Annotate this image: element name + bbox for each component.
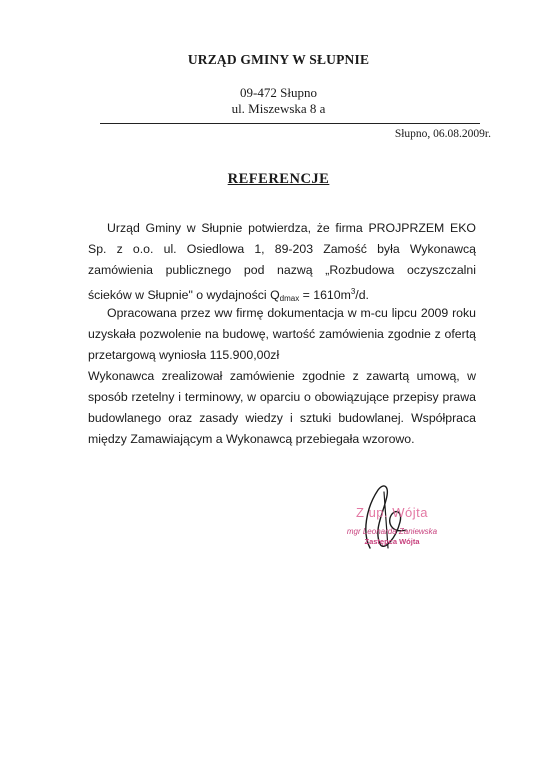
capacity-unit: /d. bbox=[355, 288, 369, 302]
stamp-name: mgr Leonarda Zaniewska bbox=[346, 527, 438, 536]
date-line: Słupno, 06.08.2009r. bbox=[394, 128, 491, 140]
header-divider bbox=[100, 123, 480, 124]
stamp-title: Z up. Wójta bbox=[356, 505, 428, 520]
capacity-exponent: 3 bbox=[350, 287, 356, 296]
address-postal: 09-472 Słupno bbox=[240, 85, 317, 100]
paragraph-documentation: Opracowana przez ww firmę dokumentacja w m-cu lipcu 2009 roku uzyskała pozwolenie na budowę, wartość zamówienia zgodnie z ofertą przetargową wyniosła 115.900,00zł bbox=[88, 306, 476, 362]
capacity-value: = 1610m bbox=[299, 288, 351, 302]
office-name: URZĄD GMINY W SŁUPNIE bbox=[187, 52, 370, 67]
stamp-role: Zastępca Wójta bbox=[364, 537, 420, 546]
document-title: REFERENCJE bbox=[227, 171, 330, 187]
paragraph-confirmation bbox=[88, 218, 476, 309]
address-street: ul. Miszewska 8 a bbox=[231, 101, 326, 116]
capacity-formula bbox=[270, 288, 369, 302]
paragraph-execution: Wykonawca zrealizował zamówienie zgodnie z zawartą umową, w sposób rzetelny i terminowy, w oparciu o obowiązujące przepisy prawa budowlanego oraz zasady wiedzy i sztuki budowlanej. Współpraca między Zamawiającym a Wykonawcą przebiegała wzorowo. bbox=[88, 369, 476, 446]
official-stamp bbox=[322, 505, 462, 546]
paragraph-confirmation-text: Urząd Gminy w Słupnie potwierdza, że firma PROJPRZEM EKO Sp. z o.o. ul. Osiedlowa 1, 89-203 Zamość była Wykonawcą zamówienia publicznego pod nazwą „Rozbudowa oczyszczalni ścieków w Słupnie" o wydajności bbox=[88, 221, 476, 302]
capacity-subscript: dmax bbox=[279, 294, 300, 303]
capacity-symbol: Q bbox=[270, 288, 280, 302]
